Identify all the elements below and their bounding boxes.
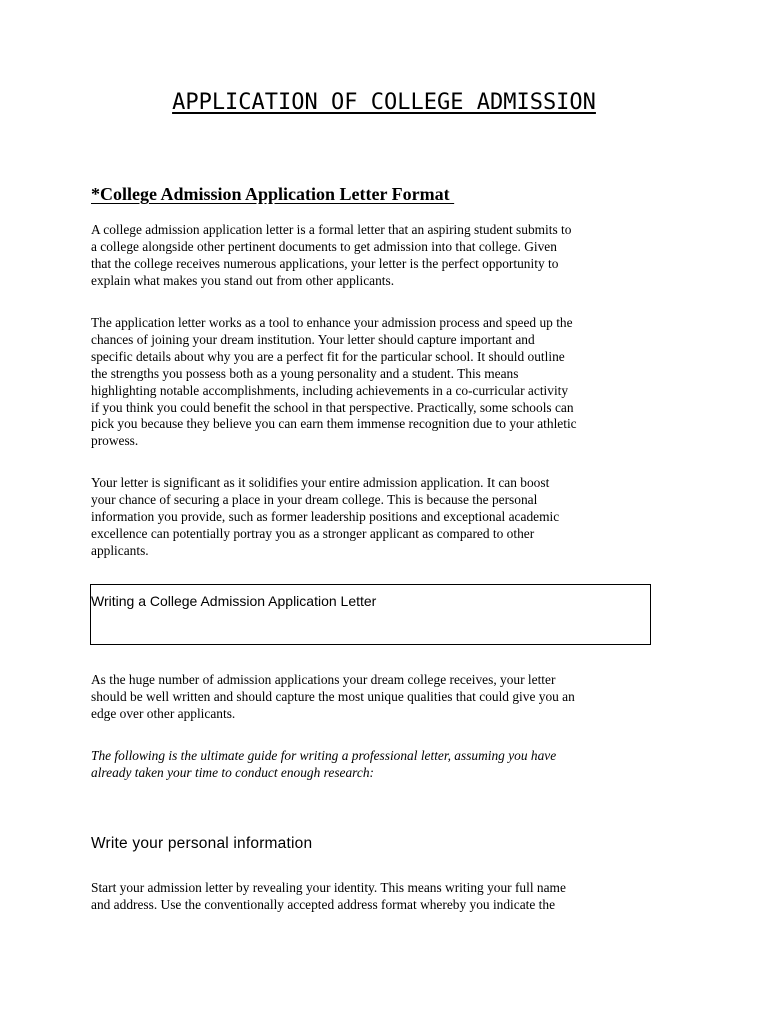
text-line: applicants. [91, 542, 149, 558]
text-line: As the huge number of admission applications your dream college receives, your letter [91, 672, 556, 687]
text-line: The following is the ultimate guide for writing a professional letter, assuming you have [91, 748, 557, 763]
text-line: a college alongside other pertinent documents to get admission into that college. Given [91, 238, 557, 254]
sub-heading: Write your personal information [91, 835, 313, 852]
text-line: if you think you could benefit the school in that perspective. Practically, some schools can [91, 399, 574, 415]
guide-intro-paragraph [91, 748, 681, 782]
text-line: already taken your time to conduct enough research: [91, 764, 374, 780]
text-line: edge over other applicants. [91, 705, 236, 721]
text-line: highlighting notable accomplishments, including achievements in a co-curricular activity [91, 382, 569, 398]
text-line: Your letter is significant as it solidifies your entire admission application. It can boost [91, 475, 550, 490]
significance-paragraph [91, 475, 681, 560]
text-line: prowess. [91, 433, 139, 449]
text-line: should be well written and should capture the most unique qualities that could give you an [91, 688, 575, 704]
boxed-heading: Writing a College Admission Application Letter [91, 593, 377, 609]
text-line: chances of joining your dream institution. Your letter should capture important and [91, 331, 535, 347]
personal-info-paragraph [91, 880, 681, 914]
text-line: explain what makes you stand out from other applicants. [91, 272, 395, 288]
boxed-heading-frame [90, 584, 651, 645]
text-line: the strengths you possess both as a young personality and a student. This means [91, 365, 519, 381]
document-title: APPLICATION OF COLLEGE ADMISSION [172, 90, 596, 115]
text-line: information you provide, such as former leadership positions and exceptional academic [91, 508, 560, 524]
text-line: that the college receives numerous applications, your letter is the perfect opportunity to [91, 255, 559, 271]
text-line: your chance of securing a place in your dream college. This is because the personal [91, 491, 538, 507]
purpose-paragraph [91, 315, 681, 450]
text-line: The application letter works as a tool to enhance your admission process and speed up the [91, 315, 573, 330]
text-line: pick you because they believe you can earn them immense recognition due to your athletic [91, 416, 577, 432]
section-heading: *College Admission Application Letter Format [91, 184, 455, 204]
text-line: excellence can potentially portray you as a stronger applicant as compared to other [91, 525, 535, 541]
intro-paragraph [91, 222, 681, 290]
text-line: and address. Use the conventionally accepted address format whereby you indicate the [91, 896, 556, 912]
quality-paragraph [91, 672, 681, 723]
text-line: A college admission application letter is a formal letter that an aspiring student submits to [91, 222, 572, 237]
text-line: specific details about why you are a perfect fit for the particular school. It should outline [91, 348, 565, 364]
text-line: Start your admission letter by revealing your identity. This means writing your full name [91, 880, 566, 895]
